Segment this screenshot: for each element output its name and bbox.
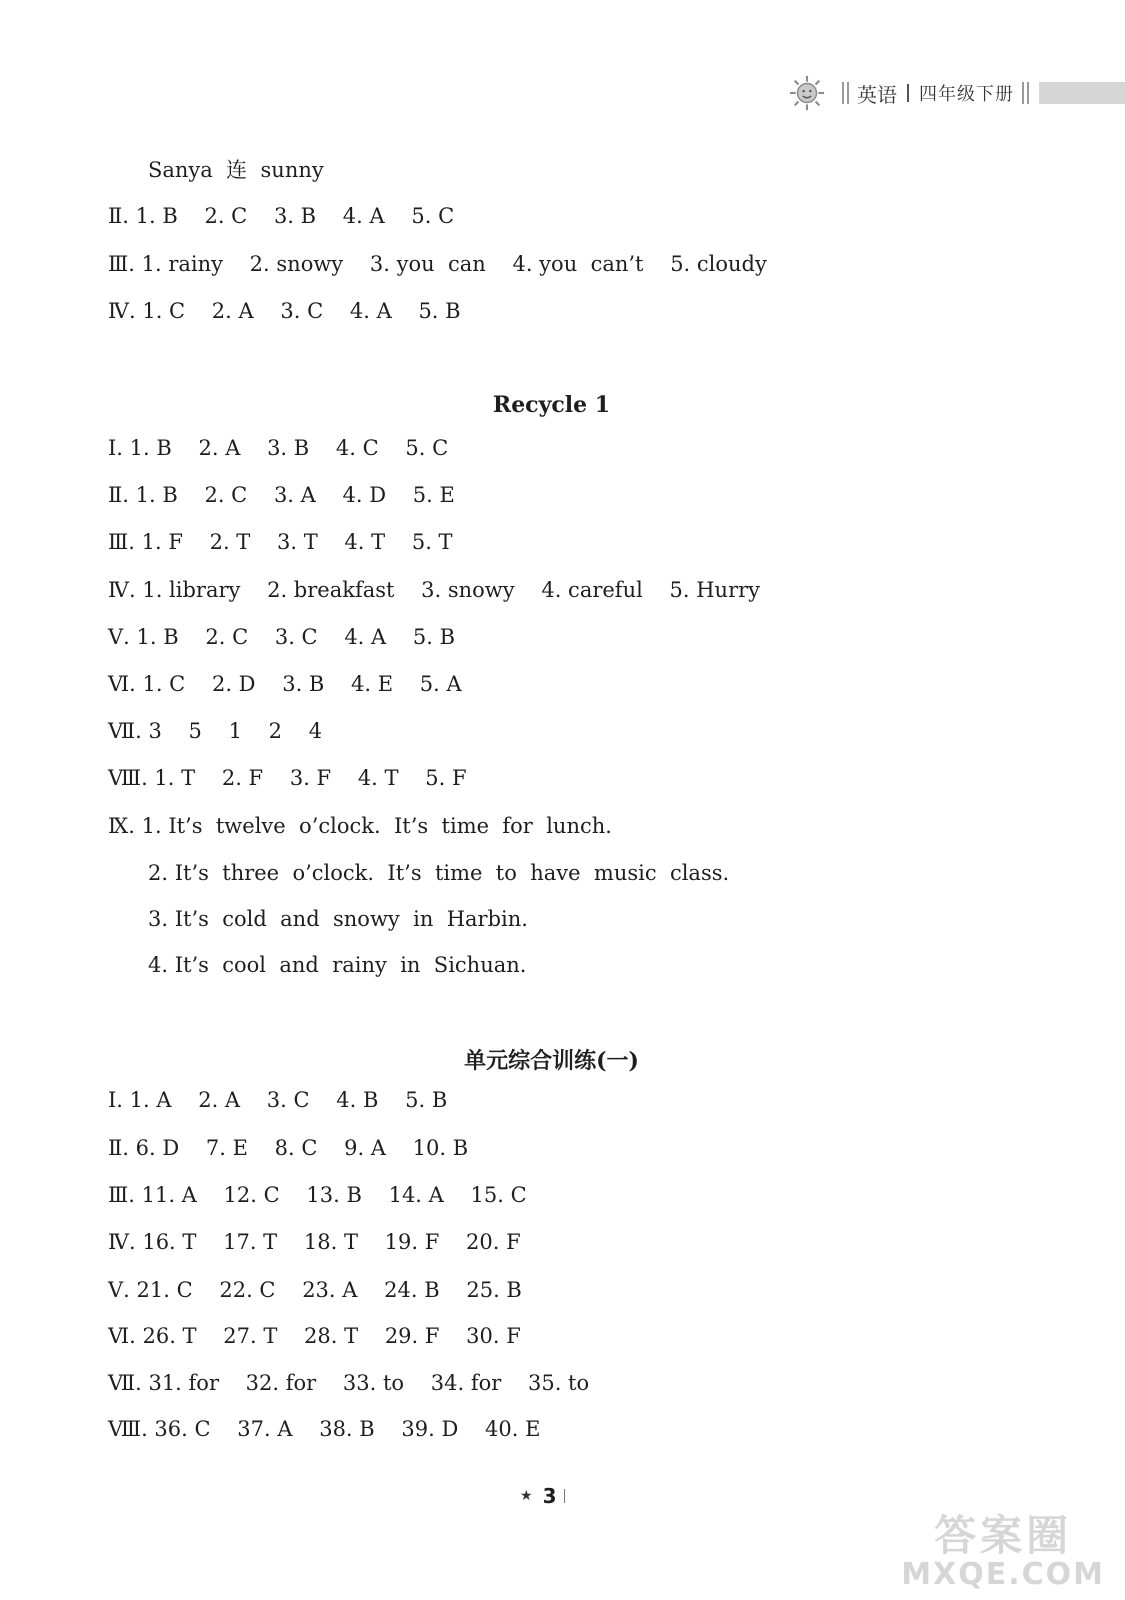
grade-label: 四年级下册	[919, 84, 1014, 105]
header-divider-right	[1022, 82, 1029, 104]
answer-sentence: 4. It’s cool and rainy in Sichuan.	[148, 953, 527, 977]
answer-line: Ⅳ. 1. library 2. breakfast 3. snowy 4. careful 5. Hurry	[108, 578, 761, 602]
answer-line: Ⅱ. 1. B 2. C 3. B 4. A 5. C	[108, 204, 455, 228]
header-divider	[842, 82, 849, 104]
section-title-recycle: Recycle 1	[492, 392, 611, 418]
answer-line: Ⅶ. 31. for 32. for 33. to 34. for 35. to	[108, 1371, 590, 1395]
page-header	[788, 72, 1125, 114]
answer-sentence: 3. It’s cold and snowy in Harbin.	[148, 907, 528, 931]
answer-line: Ⅱ. 1. B 2. C 3. A 4. D 5. E	[108, 483, 455, 507]
section-title-unit: 单元综合训练(一)	[464, 1048, 639, 1074]
answer-line: Ⅱ. 6. D 7. E 8. C 9. A 10. B	[108, 1136, 469, 1160]
answer-line: Ⅰ. 1. A 2. A 3. C 4. B 5. B	[108, 1088, 448, 1112]
page-footer	[520, 1484, 565, 1508]
answer-sentence: 2. It’s three o’clock. It’s time to have music class.	[148, 861, 730, 885]
answer-line: Ⅵ. 1. C 2. D 3. B 4. E 5. A	[108, 672, 462, 696]
answer-line: Ⅴ. 21. C 22. C 23. A 24. B 25. B	[108, 1278, 522, 1302]
watermark-url: MXQE.COM	[901, 1557, 1105, 1592]
answer-line: Ⅷ. 1. T 2. F 3. F 4. T 5. F	[108, 766, 467, 790]
star-icon: ★	[520, 1488, 533, 1504]
answer-line: Ⅴ. 1. B 2. C 3. C 4. A 5. B	[108, 625, 456, 649]
answer-line: Ⅷ. 36. C 37. A 38. B 39. D 40. E	[108, 1417, 541, 1441]
page-number: 3	[542, 1484, 557, 1508]
answer-line: Ⅰ. 1. B 2. A 3. B 4. C 5. C	[108, 436, 449, 460]
answer-line: Sanya 连 sunny	[148, 158, 324, 182]
sun-icon	[788, 74, 826, 112]
answer-line: Ⅵ. 26. T 27. T 28. T 29. F 30. F	[108, 1324, 521, 1348]
answer-line: Ⅲ. 1. rainy 2. snowy 3. you can 4. you can’t 5. cloudy	[108, 252, 767, 276]
footer-tick	[564, 1489, 565, 1503]
subject-label: 英语	[857, 82, 897, 107]
watermark	[901, 1503, 1105, 1592]
answer-line: Ⅳ. 16. T 17. T 18. T 19. F 20. F	[108, 1230, 521, 1254]
watermark-text: 答案圈	[934, 1511, 1073, 1560]
answer-line: Ⅲ. 1. F 2. T 3. T 4. T 5. T	[108, 530, 453, 554]
answer-line: Ⅲ. 11. A 12. C 13. B 14. A 15. C	[108, 1183, 527, 1207]
answer-line: Ⅶ. 3 5 1 2 4	[108, 719, 323, 743]
header-separator	[907, 84, 909, 102]
header-strip	[1039, 82, 1125, 104]
answer-line: Ⅸ. 1. It’s twelve o’clock. It’s time for lunch.	[108, 814, 612, 838]
answer-line: Ⅳ. 1. C 2. A 3. C 4. A 5. B	[108, 299, 461, 323]
